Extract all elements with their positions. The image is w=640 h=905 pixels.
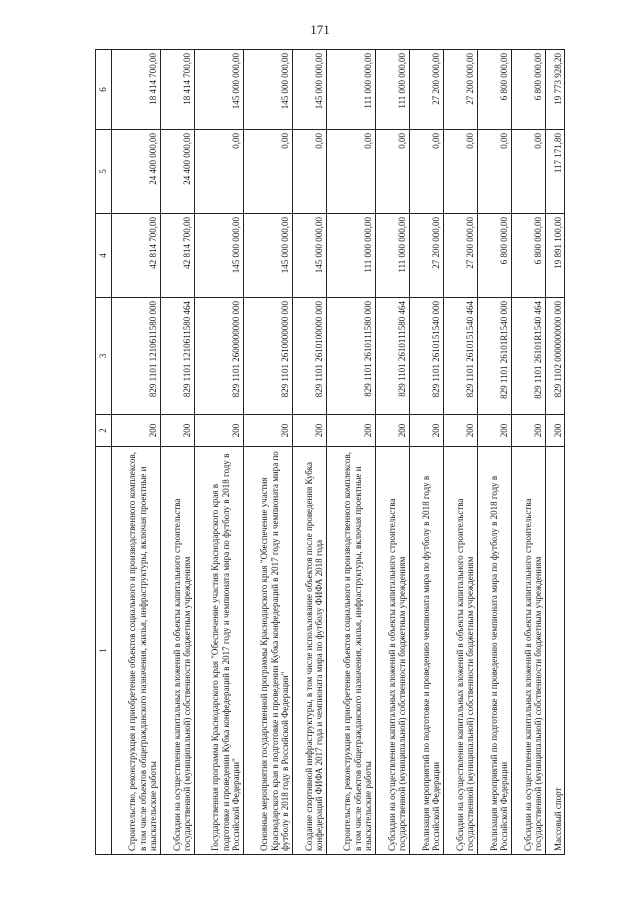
amount-col4-cell: 27 200 000,00 bbox=[409, 214, 443, 298]
grbs-cell: 200 bbox=[511, 415, 545, 447]
table-row bbox=[326, 50, 375, 855]
grbs-cell: 200 bbox=[477, 415, 511, 447]
amount-col4-cell: 6 800 000,00 bbox=[511, 214, 545, 298]
table-row bbox=[375, 50, 409, 855]
amount-col6-cell: 145 000 000,00 bbox=[194, 50, 243, 130]
amount-col5-cell: 0,00 bbox=[375, 130, 409, 214]
table-row bbox=[511, 50, 545, 855]
amount-col5-cell: 0,00 bbox=[292, 130, 326, 214]
table-header-row bbox=[96, 50, 112, 855]
amount-col5-cell: 24 400 000,00 bbox=[112, 130, 161, 214]
amount-col4-cell: 145 000 000,00 bbox=[243, 214, 292, 298]
table-row bbox=[409, 50, 443, 855]
item-name-cell: Субсидии на осуществление капитальных вложений в объекты капитального строительства государственной (муниципальной) собственности бюджетным учреждениям bbox=[443, 447, 477, 855]
table-row bbox=[292, 50, 326, 855]
grbs-cell: 200 bbox=[326, 415, 375, 447]
amount-col6-cell: 145 000 000,00 bbox=[243, 50, 292, 130]
header-cell: 2 bbox=[96, 415, 112, 447]
amount-col4-cell: 27 200 000,00 bbox=[443, 214, 477, 298]
budget-code-cell: 829 1101 2610151540 464 bbox=[443, 298, 477, 415]
table-row bbox=[194, 50, 243, 855]
table-row bbox=[443, 50, 477, 855]
amount-col5-cell: 24 400 000,00 bbox=[160, 130, 194, 214]
rotated-table-area bbox=[95, 50, 565, 855]
budget-code-cell: 829 1101 2610111580 000 bbox=[326, 298, 375, 415]
budget-code-cell: 829 1101 26101R1540 464 bbox=[511, 298, 545, 415]
item-name-cell: Субсидии на осуществление капитальных вложений в объекты капитального строительства государственной (муниципальной) собственности бюджетным учреждениям bbox=[511, 447, 545, 855]
amount-col5-cell: 0,00 bbox=[443, 130, 477, 214]
amount-col4-cell: 19 891 100,00 bbox=[545, 214, 564, 298]
amount-col6-cell: 19 773 928,20 bbox=[545, 50, 564, 130]
amount-col5-cell: 0,00 bbox=[511, 130, 545, 214]
grbs-cell: 200 bbox=[194, 415, 243, 447]
amount-col4-cell: 42 814 700,00 bbox=[112, 214, 161, 298]
grbs-cell: 200 bbox=[160, 415, 194, 447]
amount-col4-cell: 6 800 000,00 bbox=[477, 214, 511, 298]
grbs-cell: 200 bbox=[375, 415, 409, 447]
item-name-cell: Массовый спорт bbox=[545, 447, 564, 855]
amount-col5-cell: 0,00 bbox=[477, 130, 511, 214]
grbs-cell: 200 bbox=[112, 415, 161, 447]
budget-code-cell: 829 1101 1210611580 464 bbox=[160, 298, 194, 415]
table-row bbox=[243, 50, 292, 855]
amount-col6-cell: 6 800 000,00 bbox=[477, 50, 511, 130]
amount-col4-cell: 42 814 700,00 bbox=[160, 214, 194, 298]
budget-code-cell: 829 1101 2610151540 000 bbox=[409, 298, 443, 415]
amount-col6-cell: 6 800 000,00 bbox=[511, 50, 545, 130]
budget-code-cell: 829 1101 2600000000 000 bbox=[194, 298, 243, 415]
table-row bbox=[160, 50, 194, 855]
amount-col4-cell: 145 000 000,00 bbox=[194, 214, 243, 298]
header-cell: 6 bbox=[96, 50, 112, 130]
amount-col6-cell: 18 414 700,00 bbox=[112, 50, 161, 130]
header-cell: 5 bbox=[96, 130, 112, 214]
item-name-cell: Реализация мероприятий по подготовке и проведению чемпионата мира по футболу в 2018 году в Российской Федерации bbox=[409, 447, 443, 855]
amount-col6-cell: 111 000 000,00 bbox=[326, 50, 375, 130]
table-row bbox=[545, 50, 564, 855]
grbs-cell: 200 bbox=[243, 415, 292, 447]
budget-code-cell: 829 1101 26101R1540 000 bbox=[477, 298, 511, 415]
amount-col5-cell: 0,00 bbox=[326, 130, 375, 214]
grbs-cell: 200 bbox=[409, 415, 443, 447]
item-name-cell: Государственная программа Краснодарского края "Обеспечение участия Краснодарского края в подготовке и проведении Кубка конфедераций в 2017 году и чемпионата мира по футболу в 2018 году в Российской Федерации" bbox=[194, 447, 243, 855]
item-name-cell: Реализация мероприятий по подготовке и проведению чемпионата мира по футболу в 2018 году в Российской Федерации bbox=[477, 447, 511, 855]
header-cell: 3 bbox=[96, 298, 112, 415]
table-row bbox=[477, 50, 511, 855]
budget-code-cell: 829 1101 2610111580 464 bbox=[375, 298, 409, 415]
amount-col6-cell: 111 000 000,00 bbox=[375, 50, 409, 130]
amount-col4-cell: 111 000 000,00 bbox=[326, 214, 375, 298]
header-cell: 4 bbox=[96, 214, 112, 298]
amount-col6-cell: 27 200 000,00 bbox=[409, 50, 443, 130]
amount-col5-cell: 117 171,80 bbox=[545, 130, 564, 214]
amount-col5-cell: 0,00 bbox=[409, 130, 443, 214]
amount-col6-cell: 145 000 000,00 bbox=[292, 50, 326, 130]
page-number: 171 bbox=[310, 22, 330, 37]
amount-col6-cell: 18 414 700,00 bbox=[160, 50, 194, 130]
item-name-cell: Субсидии на осуществление капитальных вложений в объекты капитального строительства государственной (муниципальной) собственности бюджетным учреждениям bbox=[375, 447, 409, 855]
item-name-cell: Строительство, реконструкция и приобретение объектов социального и производственного комплексов, в том числе объектов общегражданского назначения, жилья, инфраструктуры, включая проектные и изыскательские работы bbox=[326, 447, 375, 855]
grbs-cell: 200 bbox=[545, 415, 564, 447]
budget-code-cell: 829 1101 2610000000 000 bbox=[243, 298, 292, 415]
grbs-cell: 200 bbox=[443, 415, 477, 447]
table-row bbox=[112, 50, 161, 855]
budget-table bbox=[95, 49, 565, 855]
item-name-cell: Субсидии на осуществление капитальных вложений в объекты капитального строительства государственной (муниципальной) собственности бюджетным учреждениям bbox=[160, 447, 194, 855]
budget-code-cell: 829 1101 2610100000 000 bbox=[292, 298, 326, 415]
item-name-cell: Основные мероприятия государственной программы Краснодарского края "Обеспечение участия Краснодарского края в подготовке и проведении Кубка конфедераций в 2017 году и чемпионата мира по футболу в 2018 году в Российской Федерации" bbox=[243, 447, 292, 855]
budget-code-cell: 829 1102 0000000000 000 bbox=[545, 298, 564, 415]
item-name-cell: Создание спортивной инфраструктуры, в том числе использование объектов после проведения Кубка конфедераций ФИФА 2017 года и чемпионата мира по футболу ФИФА 2018 года bbox=[292, 447, 326, 855]
header-cell: 1 bbox=[96, 447, 112, 855]
amount-col5-cell: 0,00 bbox=[194, 130, 243, 214]
budget-code-cell: 829 1101 1210611580 000 bbox=[112, 298, 161, 415]
grbs-cell: 200 bbox=[292, 415, 326, 447]
amount-col5-cell: 0,00 bbox=[243, 130, 292, 214]
amount-col6-cell: 27 200 000,00 bbox=[443, 50, 477, 130]
amount-col4-cell: 145 000 000,00 bbox=[292, 214, 326, 298]
amount-col4-cell: 111 000 000,00 bbox=[375, 214, 409, 298]
item-name-cell: Строительство, реконструкция и приобретение объектов социального и производственного комплексов, в том числе объектов общегражданского назначения, жилья, инфраструктуры, включая проектные и изыскательские работы bbox=[112, 447, 161, 855]
